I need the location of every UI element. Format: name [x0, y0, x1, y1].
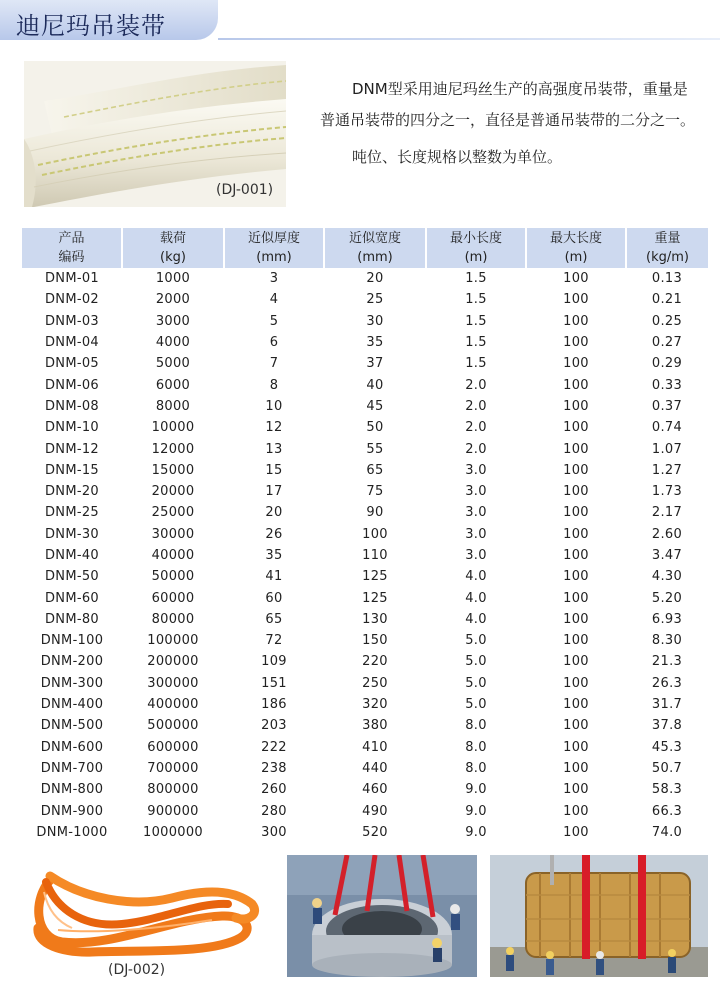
table-cell: DNM-200	[40, 654, 104, 670]
table-cell: 300000	[147, 675, 199, 691]
table-row	[22, 481, 708, 502]
table-cell: 2.0	[465, 377, 487, 393]
table-cell: 0.29	[651, 356, 683, 372]
table-row	[22, 651, 708, 672]
table-cell: 3.0	[465, 505, 487, 521]
table-cell: DNM-25	[45, 505, 99, 521]
table-cell: 100	[563, 803, 589, 819]
table-cell: 1.5	[465, 292, 487, 308]
column-header-title: 重量	[654, 231, 681, 246]
table-cell: 800000	[147, 782, 199, 798]
table-cell: 490	[362, 803, 388, 819]
table-cell: 35	[265, 548, 283, 563]
lifting-cylinder-photo	[490, 855, 708, 977]
table-cell: 9.0	[465, 782, 487, 798]
table-row	[22, 374, 708, 395]
page-title: 迪尼玛吊装带	[16, 12, 166, 40]
table-cell: 5	[269, 313, 279, 329]
table-cell: 0.33	[651, 377, 683, 393]
table-row	[22, 715, 708, 736]
table-cell: DNM-80	[45, 611, 99, 627]
table-cell: 1.5	[465, 356, 487, 372]
table-cell: 5.20	[651, 590, 683, 606]
table-cell: 220	[362, 654, 388, 670]
table-cell: 380	[362, 718, 388, 734]
table-header-row	[22, 228, 708, 268]
table-cell: 203	[261, 718, 287, 734]
table-cell: 4	[269, 292, 279, 308]
table-cell: 100	[563, 548, 589, 563]
table-cell: 100	[563, 441, 589, 457]
table-cell: 0.74	[651, 420, 683, 436]
table-cell: 3	[269, 271, 279, 287]
table-cell: 2.0	[465, 420, 487, 436]
table-cell: DNM-100	[40, 633, 104, 649]
table-cell: 7	[269, 356, 279, 372]
table-cell: 21.3	[651, 654, 683, 670]
table-cell: 9.0	[465, 824, 487, 840]
table-cell: 5.0	[465, 697, 487, 713]
table-cell: 5.0	[465, 654, 487, 670]
table-cell: 186	[261, 697, 287, 713]
table-cell: DNM-300	[40, 675, 104, 691]
table-cell: 100	[563, 824, 589, 840]
column-header-unit: (mm)	[357, 250, 393, 265]
table-cell: 80000	[151, 611, 195, 627]
table-cell: 10000	[151, 420, 195, 436]
column-header-unit: (m)	[564, 250, 588, 265]
table-row	[22, 353, 708, 374]
photo1-caption: (DJ-001)	[216, 182, 274, 198]
table-cell: 110	[362, 548, 388, 563]
table-row	[22, 737, 708, 758]
column-header-title: 近似宽度	[348, 231, 401, 246]
table-cell: 2000	[155, 292, 191, 308]
table-cell: 320	[362, 697, 388, 713]
table-cell: 3.0	[465, 548, 487, 563]
table-body	[22, 268, 708, 843]
orange-sling-photo	[22, 858, 262, 958]
table-cell: 500000	[147, 718, 199, 734]
table-cell: 5.0	[465, 633, 487, 649]
table-cell: 100	[563, 398, 589, 414]
table-cell: 100	[563, 654, 589, 670]
table-cell: 6	[269, 335, 279, 351]
column-header-title: 最大长度	[549, 231, 602, 246]
table-cell: 3.0	[465, 484, 487, 500]
table-row	[22, 268, 708, 289]
table-cell: DNM-08	[45, 398, 99, 414]
table-cell: 1.5	[465, 271, 487, 287]
table-cell: 5.0	[465, 675, 487, 691]
table-cell: 1.5	[465, 335, 487, 351]
table-cell: 0.13	[651, 271, 683, 287]
table-cell: 260	[261, 782, 287, 798]
table-cell: 100	[563, 611, 589, 627]
table-row	[22, 332, 708, 353]
table-cell: 100	[563, 718, 589, 734]
table-cell: DNM-50	[45, 569, 99, 585]
column-header-unit: 编码	[58, 250, 85, 265]
column-header	[324, 228, 426, 268]
header-divider	[218, 38, 720, 40]
table-cell: 1000000	[143, 824, 203, 840]
table-cell: 3.0	[465, 526, 487, 542]
table-cell: 30000	[151, 526, 195, 542]
description-paragraph-2: 吨位、长度规格以整数为单位。	[352, 148, 563, 166]
table-cell: 40	[366, 377, 384, 393]
table-cell: DNM-700	[40, 760, 104, 776]
table-cell: 8	[269, 377, 279, 393]
table-cell: 100	[563, 739, 589, 755]
table-cell: 100	[563, 462, 589, 478]
table-cell: 1.73	[651, 484, 683, 500]
column-header	[426, 228, 526, 268]
table-cell: 100	[563, 356, 589, 372]
table-cell: 100	[563, 675, 589, 691]
lifting-ring-photo	[287, 855, 477, 977]
table-cell: DNM-05	[45, 356, 99, 372]
table-cell: 35	[366, 335, 384, 351]
table-cell: 8.0	[465, 718, 487, 734]
table-cell: DNM-60	[45, 590, 99, 606]
table-cell: 50	[366, 420, 384, 436]
spec-table	[22, 228, 708, 843]
column-header	[526, 228, 626, 268]
table-cell: 3000	[155, 313, 191, 329]
table-cell: 3.0	[465, 462, 487, 478]
column-header	[22, 228, 122, 268]
table-cell: 41	[265, 569, 283, 585]
table-cell: 37	[366, 356, 384, 372]
table-cell: 109	[261, 654, 287, 670]
table-cell: 4.0	[465, 611, 487, 627]
table-cell: 6.93	[651, 611, 683, 627]
table-cell: DNM-500	[40, 718, 104, 734]
table-cell: 0.25	[651, 313, 683, 329]
table-row	[22, 502, 708, 523]
table-cell: 20000	[151, 484, 195, 500]
table-cell: 1000	[155, 271, 191, 287]
table-cell: DNM-10	[45, 420, 99, 436]
table-cell: 15	[265, 462, 283, 478]
product-description	[320, 74, 700, 173]
table-row	[22, 396, 708, 417]
table-cell: 5000	[155, 356, 191, 372]
table-cell: 200000	[147, 654, 199, 670]
table-cell: 50.7	[651, 760, 683, 776]
title-tab	[0, 0, 218, 40]
column-header	[626, 228, 708, 268]
table-cell: 100	[563, 271, 589, 287]
table-cell: 1.5	[465, 313, 487, 329]
table-cell: 410	[362, 739, 388, 755]
table-cell: 100	[563, 526, 589, 542]
column-header-title: 产品	[58, 231, 85, 246]
column-header-title: 最小长度	[449, 231, 502, 246]
table-cell: DNM-12	[45, 441, 99, 457]
table-cell: DNM-1000	[36, 824, 108, 840]
table-row	[22, 545, 708, 566]
table-cell: 58.3	[651, 782, 683, 798]
table-cell: 26.3	[651, 675, 683, 691]
table-cell: DNM-400	[40, 697, 104, 713]
table-cell: 4.0	[465, 590, 487, 606]
table-cell: 400000	[147, 697, 199, 713]
table-cell: 460	[362, 782, 388, 798]
table-cell: DNM-06	[45, 377, 99, 393]
table-cell: 150	[362, 633, 388, 649]
column-header	[224, 228, 324, 268]
table-row	[22, 609, 708, 630]
table-cell: 9.0	[465, 803, 487, 819]
table-cell: 50000	[151, 569, 195, 585]
table-row	[22, 630, 708, 651]
table-cell: 100	[563, 484, 589, 500]
table-cell: 37.8	[651, 718, 683, 734]
table-cell: 100	[563, 569, 589, 585]
table-cell: DNM-01	[45, 271, 99, 287]
table-cell: 100000	[147, 633, 199, 649]
table-cell: 280	[261, 803, 287, 819]
table-cell: 8.0	[465, 760, 487, 776]
table-cell: 4.0	[465, 569, 487, 585]
table-row	[22, 673, 708, 694]
table-cell: 60	[265, 590, 283, 606]
table-cell: 31.7	[651, 697, 683, 713]
table-cell: 12	[265, 420, 283, 436]
table-cell: 0.21	[651, 292, 683, 308]
table-cell: 74.0	[651, 824, 683, 840]
column-header-unit: (m)	[464, 250, 488, 265]
table-cell: DNM-900	[40, 803, 104, 819]
table-cell: 2.60	[651, 526, 683, 542]
table-cell: 8.30	[651, 633, 683, 649]
table-cell: DNM-04	[45, 335, 99, 351]
table-cell: 100	[563, 420, 589, 436]
table-cell: DNM-15	[45, 462, 99, 478]
table-row	[22, 694, 708, 715]
table-cell: 4000	[155, 335, 191, 351]
table-cell: 2.17	[651, 505, 683, 521]
table-cell: DNM-02	[45, 292, 99, 308]
table-cell: 72	[265, 633, 283, 649]
table-cell: 238	[261, 760, 287, 776]
table-cell: 0.37	[651, 398, 683, 414]
table-row	[22, 311, 708, 332]
table-cell: 65	[265, 611, 283, 627]
column-header-title: 载荷	[159, 231, 186, 246]
table-cell: 130	[362, 611, 388, 627]
column-header-unit: (kg)	[160, 250, 186, 265]
column-header-unit: (mm)	[256, 250, 292, 265]
table-row	[22, 758, 708, 779]
table-cell: 45	[366, 398, 384, 414]
column-header	[122, 228, 224, 268]
table-cell: 1.27	[651, 462, 683, 478]
table-cell: 17	[265, 484, 283, 500]
table-cell: 100	[563, 697, 589, 713]
table-cell: 6000	[155, 377, 191, 393]
table-cell: 520	[362, 824, 388, 840]
table-cell: 65	[366, 462, 384, 478]
table-cell: 25	[366, 292, 384, 308]
table-cell: 125	[362, 569, 388, 585]
table-cell: 300	[261, 824, 287, 840]
table-cell: 55	[366, 441, 384, 457]
column-header-unit: (kg/m)	[646, 250, 689, 265]
photo2-caption: (DJ-002)	[108, 962, 166, 978]
table-cell: 900000	[147, 803, 199, 819]
table-cell: 125	[362, 590, 388, 606]
table-cell: 1.07	[651, 441, 683, 457]
table-cell: 100	[563, 377, 589, 393]
table-cell: 26	[265, 526, 283, 542]
table-row	[22, 417, 708, 438]
table-cell: DNM-03	[45, 313, 99, 329]
table-cell: 100	[563, 292, 589, 308]
white-sling-photo	[24, 61, 286, 207]
table-cell: 15000	[151, 462, 195, 478]
table-cell: 8.0	[465, 739, 487, 755]
table-cell: 440	[362, 760, 388, 776]
table-row	[22, 779, 708, 800]
table-cell: 151	[261, 675, 287, 691]
table-cell: 100	[563, 633, 589, 649]
table-cell: 13	[265, 441, 283, 457]
table-cell: 60000	[151, 590, 195, 606]
table-cell: 2.0	[465, 398, 487, 414]
table-cell: 222	[261, 739, 287, 755]
description-paragraph-1: DNM型采用迪尼玛丝生产的高强度吊装带，重量是普通吊装带的四分之一，直径是普通吊装带的二分之一。	[320, 80, 696, 129]
table-cell: 25000	[151, 505, 195, 521]
table-row	[22, 524, 708, 545]
table-row	[22, 822, 708, 843]
table-cell: 12000	[151, 441, 195, 457]
table-cell: 100	[563, 590, 589, 606]
table-row	[22, 566, 708, 587]
table-cell: DNM-600	[40, 739, 104, 755]
table-row	[22, 587, 708, 608]
table-cell: DNM-20	[45, 484, 99, 500]
table-cell: 20	[265, 505, 283, 521]
table-row	[22, 800, 708, 821]
table-cell: 100	[563, 505, 589, 521]
table-cell: 20	[366, 271, 384, 287]
table-cell: 2.0	[465, 441, 487, 457]
table-cell: 100	[563, 782, 589, 798]
table-cell: 10	[265, 398, 283, 414]
table-cell: DNM-40	[45, 548, 99, 563]
table-row	[22, 438, 708, 459]
table-cell: 100	[362, 526, 388, 542]
table-cell: 700000	[147, 760, 199, 776]
table-cell: 90	[366, 505, 384, 521]
table-cell: 30	[366, 313, 384, 329]
table-cell: 66.3	[651, 803, 683, 819]
table-cell: 75	[366, 484, 384, 500]
column-header-title: 近似厚度	[247, 231, 300, 246]
table-cell: 45.3	[651, 739, 683, 755]
table-row	[22, 460, 708, 481]
table-cell: 600000	[147, 739, 199, 755]
table-cell: 3.47	[651, 548, 683, 563]
table-cell: 100	[563, 335, 589, 351]
table-cell: DNM-30	[45, 526, 99, 542]
table-cell: 8000	[155, 398, 191, 414]
table-cell: 250	[362, 675, 388, 691]
table-cell: DNM-800	[40, 782, 104, 798]
table-cell: 100	[563, 313, 589, 329]
table-cell: 0.27	[651, 335, 683, 351]
table-cell: 4.30	[651, 569, 683, 585]
table-cell: 100	[563, 760, 589, 776]
table-row	[22, 289, 708, 310]
table-cell: 40000	[151, 548, 195, 563]
